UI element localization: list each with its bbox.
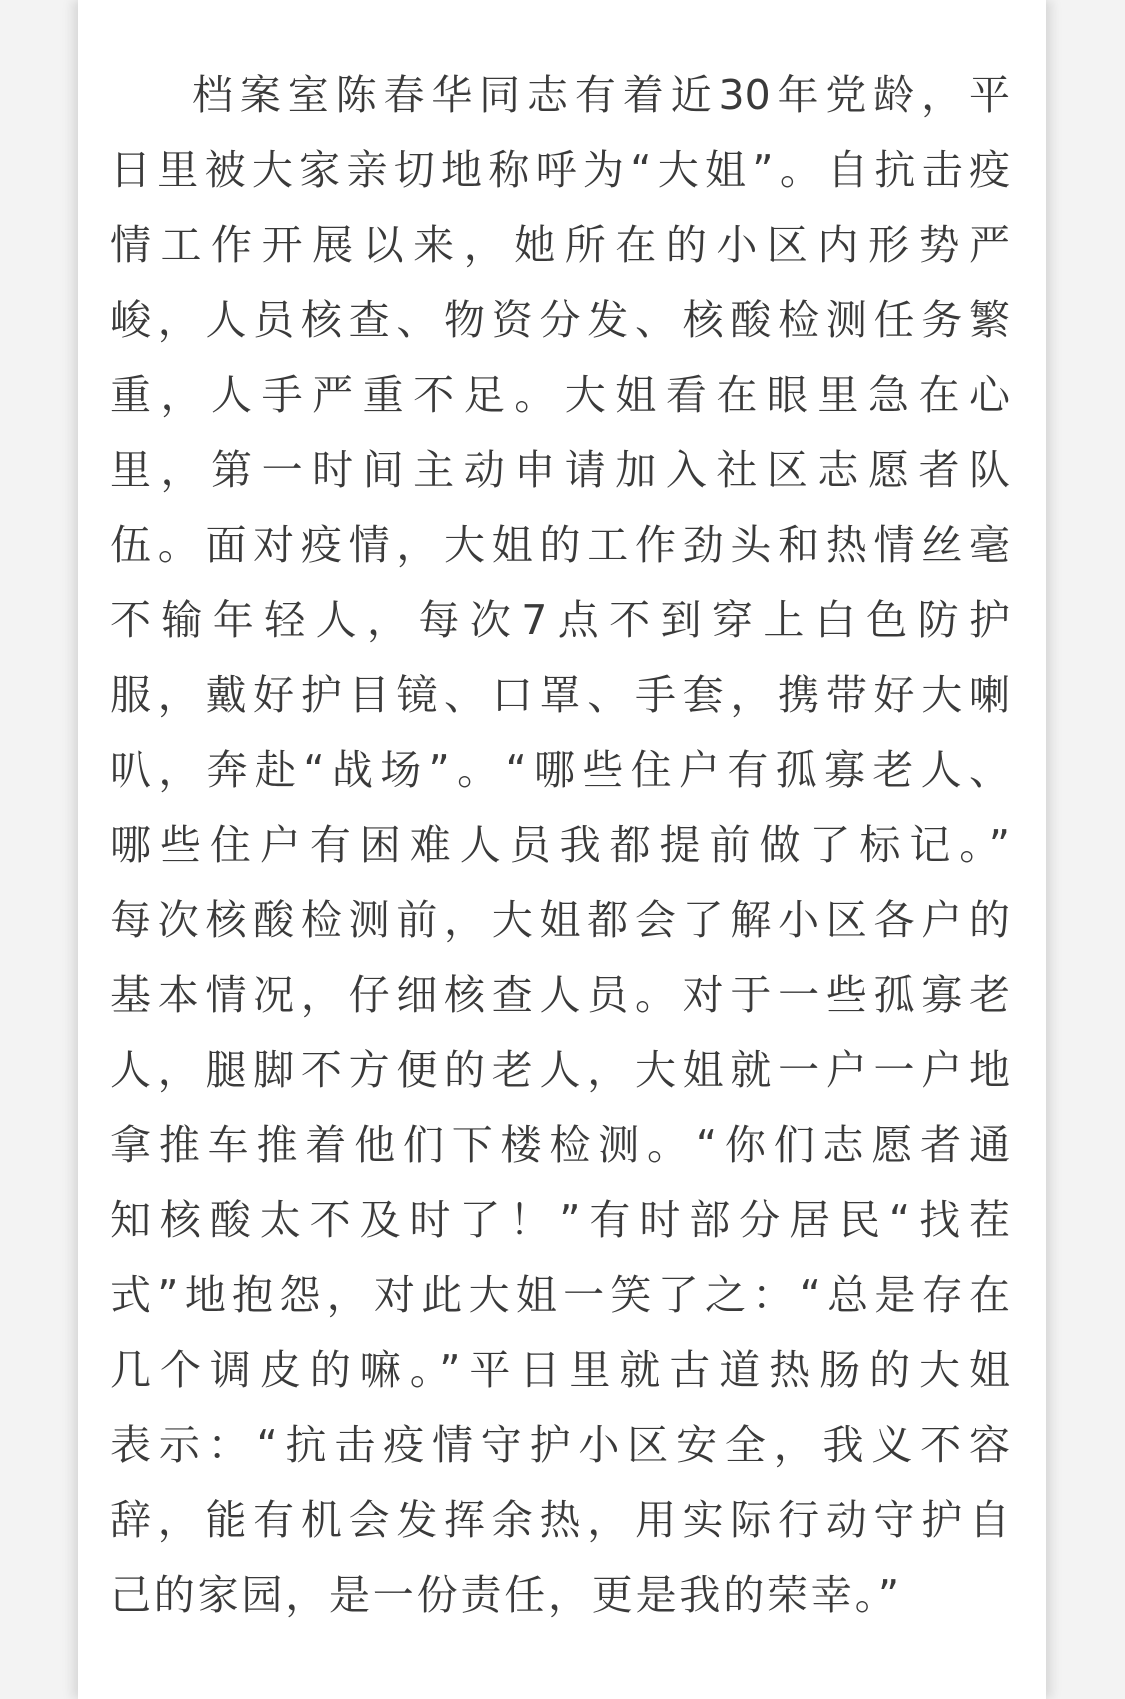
paragraph-line-4: 峻，人员核查、物资分发、核酸检测任务繁 — [110, 296, 1010, 344]
paragraph-line-5: 重，人手严重不足。大姐看在眼里急在心 — [110, 371, 1010, 419]
paragraph-line-3: 情工作开展以来，她所在的小区内形势严 — [110, 221, 1010, 269]
paragraph-line-15: 拿推车推着他们下楼检测。“你们志愿者通 — [110, 1121, 1010, 1169]
paragraph-line-2: 日里被大家亲切地称呼为“大姐”。自抗击疫 — [110, 146, 1010, 194]
paragraph-line-9: 服，戴好护目镜、口罩、手套，携带好大喇 — [110, 671, 1010, 719]
paragraph-line-8: 不输年轻人，每次7点不到穿上白色防护 — [110, 596, 1010, 644]
paragraph-line-13: 基本情况，仔细核查人员。对于一些孤寡老 — [110, 971, 1010, 1019]
paragraph-line-14: 人，腿脚不方便的老人，大姐就一户一户地 — [110, 1046, 1010, 1094]
article-paragraph — [110, 58, 1010, 1633]
paragraph-line-16: 知核酸太不及时了！”有时部分居民“找茬 — [110, 1196, 1010, 1244]
paragraph-line-7: 伍。面对疫情，大姐的工作劲头和热情丝毫 — [110, 521, 1010, 569]
paragraph-line-12: 每次核酸检测前，大姐都会了解小区各户的 — [110, 896, 1010, 944]
paragraph-line-18: 几个调皮的嘛。”平日里就古道热肠的大姐 — [110, 1346, 1010, 1394]
paragraph-line-10: 叭，奔赴“战场”。“哪些住户有孤寡老人、 — [110, 746, 1010, 794]
paragraph-line-11: 哪些住户有困难人员我都提前做了标记。” — [110, 821, 1010, 869]
paragraph-line-21: 己的家园，是一份责任，更是我的荣幸。” — [110, 1571, 902, 1619]
paragraph-line-19: 表示：“抗击疫情守护小区安全，我义不容 — [110, 1421, 1010, 1469]
paragraph-line-20: 辞，能有机会发挥余热，用实际行动守护自 — [110, 1496, 1010, 1544]
paragraph-line-1: 档案室陈春华同志有着近30年党龄，平 — [192, 71, 1010, 119]
paragraph-line-17: 式”地抱怨，对此大姐一笑了之：“总是存在 — [110, 1271, 1010, 1319]
paragraph-line-6: 里，第一时间主动申请加入社区志愿者队 — [110, 446, 1010, 494]
